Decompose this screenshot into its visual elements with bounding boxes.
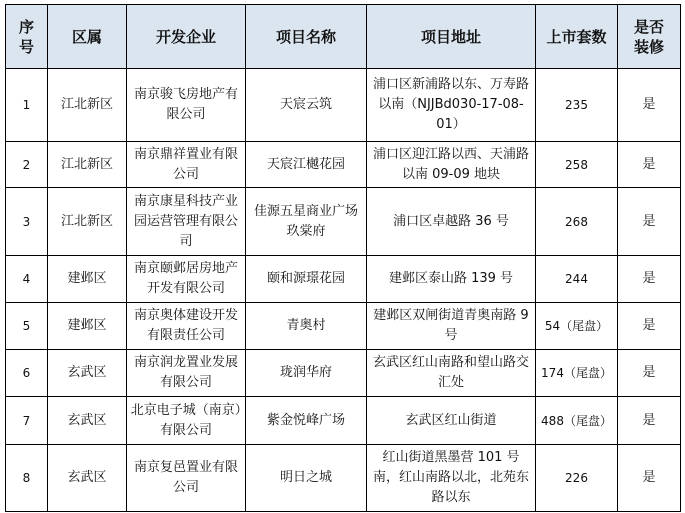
row-no: 8: [6, 445, 48, 512]
header-district: 区属: [48, 5, 127, 69]
header-no: 序号: [6, 5, 48, 69]
row-project: 天宸云筑: [246, 69, 367, 142]
table-row: [6, 350, 681, 397]
row-decorated: 是: [618, 256, 681, 303]
row-address: 玄武区红山南路和望山路交汇处: [367, 350, 536, 397]
row-district: 玄武区: [48, 445, 127, 512]
table-row: [6, 397, 681, 445]
header-row: [6, 5, 681, 69]
table-row: [6, 256, 681, 303]
table-row: [6, 142, 681, 188]
header-address: 项目地址: [367, 5, 536, 69]
row-developer: 南京骏飞房地产有限公司: [127, 69, 246, 142]
row-project: 青奥村: [246, 303, 367, 350]
row-decorated: 是: [618, 303, 681, 350]
row-decorated: 是: [618, 445, 681, 512]
row-decorated: 是: [618, 188, 681, 256]
row-district: 建邺区: [48, 303, 127, 350]
row-project: 明日之城: [246, 445, 367, 512]
row-address: 浦口区新浦路以东、万寿路以南（NJJBd030-17-08-01）: [367, 69, 536, 142]
row-units: 258: [536, 142, 618, 188]
row-units: 235: [536, 69, 618, 142]
row-no: 3: [6, 188, 48, 256]
row-address: 浦口区迎江路以西、天浦路以南 09-09 地块: [367, 142, 536, 188]
row-project: 佳源五星商业广场玖棠府: [246, 188, 367, 256]
row-district: 玄武区: [48, 350, 127, 397]
row-no: 4: [6, 256, 48, 303]
row-no: 2: [6, 142, 48, 188]
project-table: [5, 4, 681, 512]
row-district: 江北新区: [48, 142, 127, 188]
row-units: 268: [536, 188, 618, 256]
row-project: 紫金悦峰广场: [246, 397, 367, 445]
row-developer: 南京颐邺居房地产开发有限公司: [127, 256, 246, 303]
row-no: 5: [6, 303, 48, 350]
row-address: 红山街道黑墨营 101 号南，红山南路以北，北苑东路以东: [367, 445, 536, 512]
header-project: 项目名称: [246, 5, 367, 69]
row-units: 54（尾盘）: [536, 303, 618, 350]
row-district: 江北新区: [48, 69, 127, 142]
row-developer: 南京鼎祥置业有限公司: [127, 142, 246, 188]
row-district: 建邺区: [48, 256, 127, 303]
row-address: 浦口区卓越路 36 号: [367, 188, 536, 256]
row-developer: 南京复邑置业有限公司: [127, 445, 246, 512]
header-developer: 开发企业: [127, 5, 246, 69]
row-no: 7: [6, 397, 48, 445]
table-row: [6, 445, 681, 512]
row-developer: 南京奥体建设开发有限责任公司: [127, 303, 246, 350]
row-developer: 南京康星科技产业园运营管理有限公司: [127, 188, 246, 256]
row-developer: 北京电子城（南京）有限公司: [127, 397, 246, 445]
row-district: 玄武区: [48, 397, 127, 445]
table-row: [6, 303, 681, 350]
row-no: 1: [6, 69, 48, 142]
table-row: [6, 188, 681, 256]
row-units: 488（尾盘）: [536, 397, 618, 445]
header-decorated: 是否装修: [618, 5, 681, 69]
row-no: 6: [6, 350, 48, 397]
row-decorated: 是: [618, 142, 681, 188]
row-project: 颐和源璟花园: [246, 256, 367, 303]
row-decorated: 是: [618, 350, 681, 397]
row-project: 天宸江樾花园: [246, 142, 367, 188]
row-project: 珑润华府: [246, 350, 367, 397]
row-district: 江北新区: [48, 188, 127, 256]
row-developer: 南京润龙置业发展有限公司: [127, 350, 246, 397]
row-decorated: 是: [618, 69, 681, 142]
header-units: 上市套数: [536, 5, 618, 69]
row-address: 建邺区双闸街道青奥南路 9 号: [367, 303, 536, 350]
row-units: 244: [536, 256, 618, 303]
table-row: [6, 69, 681, 142]
row-address: 玄武区红山街道: [367, 397, 536, 445]
row-units: 226: [536, 445, 618, 512]
row-units: 174（尾盘）: [536, 350, 618, 397]
project-listing-sheet: [5, 4, 681, 512]
row-address: 建邺区泰山路 139 号: [367, 256, 536, 303]
row-decorated: 是: [618, 397, 681, 445]
